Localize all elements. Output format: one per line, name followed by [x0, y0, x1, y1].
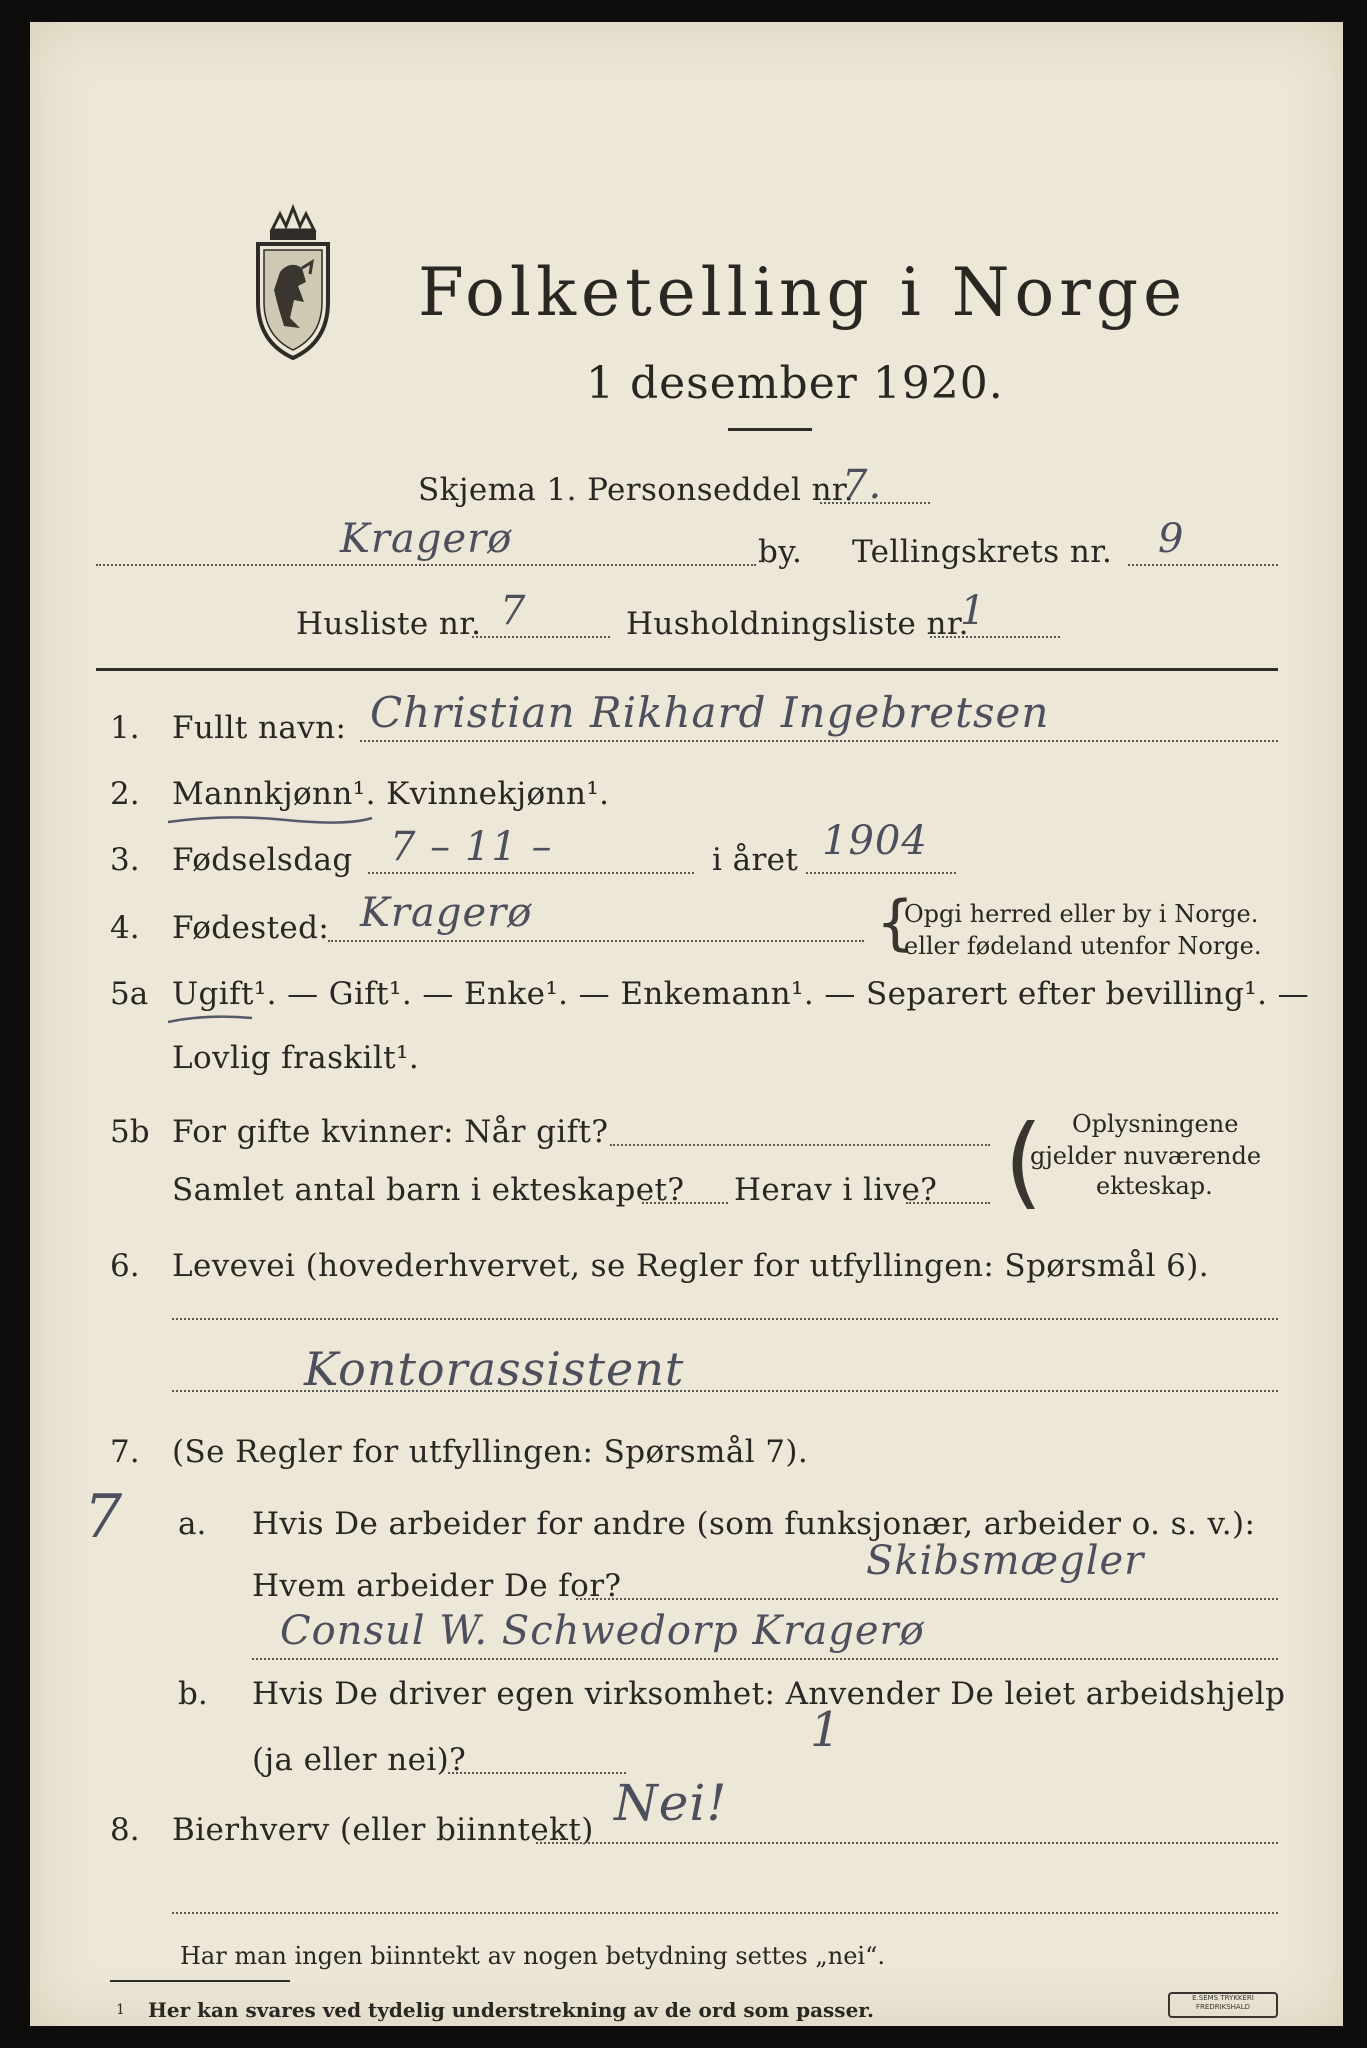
q4-note-line1: Opgi herred eller by i Norge.: [904, 900, 1259, 928]
footer-note: Har man ingen biinntekt av nogen betydning settes „nei“.: [180, 1942, 885, 1970]
tellingskrets-dotted-line: [1128, 564, 1278, 566]
q4-dotted-line: [328, 940, 864, 942]
q5b-children-dotted-line: [642, 1202, 728, 1204]
q5a-number: 5a: [110, 976, 149, 1012]
q3-dotted-line: [368, 872, 694, 874]
q7a-employer-name: Consul W. Schwedorp Kragerø: [280, 1608, 925, 1654]
q8-dotted-line-2: [172, 1912, 1278, 1914]
personseddel-number: 7.: [842, 462, 883, 508]
q5b-number: 5b: [110, 1114, 150, 1150]
q7a-dotted-line-2: [252, 1658, 1278, 1660]
title-divider: [728, 428, 812, 431]
header-rule: [96, 668, 1278, 671]
footnote-rule: [110, 1980, 290, 1982]
q1-dotted-line: [360, 740, 1278, 742]
skjema-label: Skjema 1. Personseddel nr.: [418, 472, 854, 508]
q4-brace: {: [876, 888, 915, 958]
husholdningsliste-value: 1: [960, 588, 987, 634]
q7a-dotted-line-1: [576, 1598, 1278, 1600]
printer-stamp: [1168, 1992, 1278, 2018]
tellingskrets-label: Tellingskrets nr.: [852, 534, 1113, 570]
q4-note-line2: eller fødeland utenfor Norge.: [904, 932, 1262, 960]
q6-occupation: Kontorassistent: [304, 1342, 685, 1396]
q2-number: 2.: [110, 776, 140, 812]
q4-label: Fødested:: [172, 910, 330, 946]
q7b-line2: (ja eller nei)?: [252, 1742, 467, 1778]
q3-label: Fødselsdag: [172, 842, 353, 878]
q5b-note-line1: Oplysningene: [1072, 1110, 1239, 1138]
q5b-note-line3: ekteskap.: [1096, 1172, 1213, 1200]
q6-dotted-line-1: [172, 1318, 1278, 1320]
husholdningsliste-dotted-line: [930, 636, 1060, 638]
census-date: 1 desember 1920.: [586, 358, 1004, 409]
q5b-note-line2: gjelder nuværende: [1030, 1142, 1262, 1170]
by-label: by.: [758, 534, 803, 570]
q8-number: 8.: [110, 1812, 140, 1848]
q4-number: 4.: [110, 910, 140, 946]
q5a-line1: Ugift¹. — Gift¹. — Enke¹. — Enkemann¹. — Separert efter bevilling¹. —: [172, 976, 1310, 1012]
printer-stamp-line1: E.SEMS TRYKKERI: [1192, 1994, 1254, 2002]
q5b-brace: (: [1004, 1103, 1044, 1220]
q7a-employer-title: Skibsmægler: [866, 1538, 1145, 1584]
q8-answer: Nei!: [614, 1774, 728, 1832]
husliste-dotted-line: [472, 636, 610, 638]
q1-full-name: Christian Rikhard Ingebretsen: [370, 688, 1050, 737]
footnote-text: Her kan svares ved tydelig understrekning av de ord som passer.: [148, 1998, 874, 2022]
q6-number: 6.: [110, 1248, 140, 1284]
footnote-number: 1: [116, 2002, 125, 2018]
q3-birth-date: 7 – 11 –: [390, 824, 553, 870]
q3-year-dotted-line: [806, 872, 956, 874]
q5a-line2: Lovlig fraskilt¹.: [172, 1040, 420, 1076]
husliste-label: Husliste nr.: [296, 606, 482, 642]
q3-birth-year: 1904: [822, 818, 928, 864]
q7b-line1: Hvis De driver egen virksomhet: Anvender De leiet arbeidshjelp: [252, 1676, 1286, 1712]
q1-number: 1.: [110, 710, 140, 746]
margin-mark: 7: [84, 1482, 124, 1552]
q5a-underline-ugift: [166, 1012, 256, 1026]
form-title: Folketelling i Norge: [418, 254, 1188, 331]
husliste-value: 7: [500, 588, 527, 634]
q5b-line2a: Samlet antal barn i ekteskapet?: [172, 1172, 685, 1208]
q2-label: Mannkjønn¹. Kvinnekjønn¹.: [172, 776, 610, 812]
tellingskrets-value: 9: [1158, 516, 1185, 562]
q8-dotted-line-1: [536, 1842, 1278, 1844]
q5b-line2b: Herav i live?: [734, 1172, 938, 1208]
q8-label: Bierhverv (eller biinntekt): [172, 1812, 594, 1848]
q7a-letter: a.: [178, 1506, 207, 1542]
by-dotted-line: [96, 564, 756, 566]
husholdningsliste-label: Husholdningsliste nr.: [626, 606, 969, 642]
q5b-married-dotted-line: [610, 1144, 990, 1146]
q3-year-label: i året: [712, 842, 799, 878]
q7b-dotted-line: [448, 1772, 626, 1774]
q5b-alive-dotted-line: [906, 1202, 990, 1204]
census-form-page: [30, 22, 1343, 2026]
q7a-line2: Hvem arbeider De for?: [252, 1568, 622, 1604]
q7-number: 7.: [110, 1434, 140, 1470]
q4-birthplace: Kragerø: [360, 890, 533, 936]
q6-dotted-line-2: [172, 1390, 1278, 1392]
q6-label: Levevei (hovederhvervet, se Regler for utfyllingen: Spørsmål 6).: [172, 1248, 1210, 1284]
q3-number: 3.: [110, 842, 140, 878]
q5b-line1: For gifte kvinner: Når gift?: [172, 1114, 609, 1150]
q7b-letter: b.: [178, 1676, 208, 1712]
q7a-line1: Hvis De arbeider for andre (som funksjonær, arbeider o. s. v.):: [252, 1506, 1256, 1542]
q1-label: Fullt navn:: [172, 710, 347, 746]
q7-label: (Se Regler for utfyllingen: Spørsmål 7).: [172, 1434, 809, 1470]
q2-underline-mannkjonn: [166, 812, 376, 826]
printer-stamp-line2: FREDRIKSHALD: [1195, 2003, 1250, 2011]
norwegian-lion-coat-of-arms-icon: [250, 202, 336, 362]
q7b-answer: 1: [810, 1702, 842, 1758]
by-value: Kragerø: [340, 516, 513, 562]
